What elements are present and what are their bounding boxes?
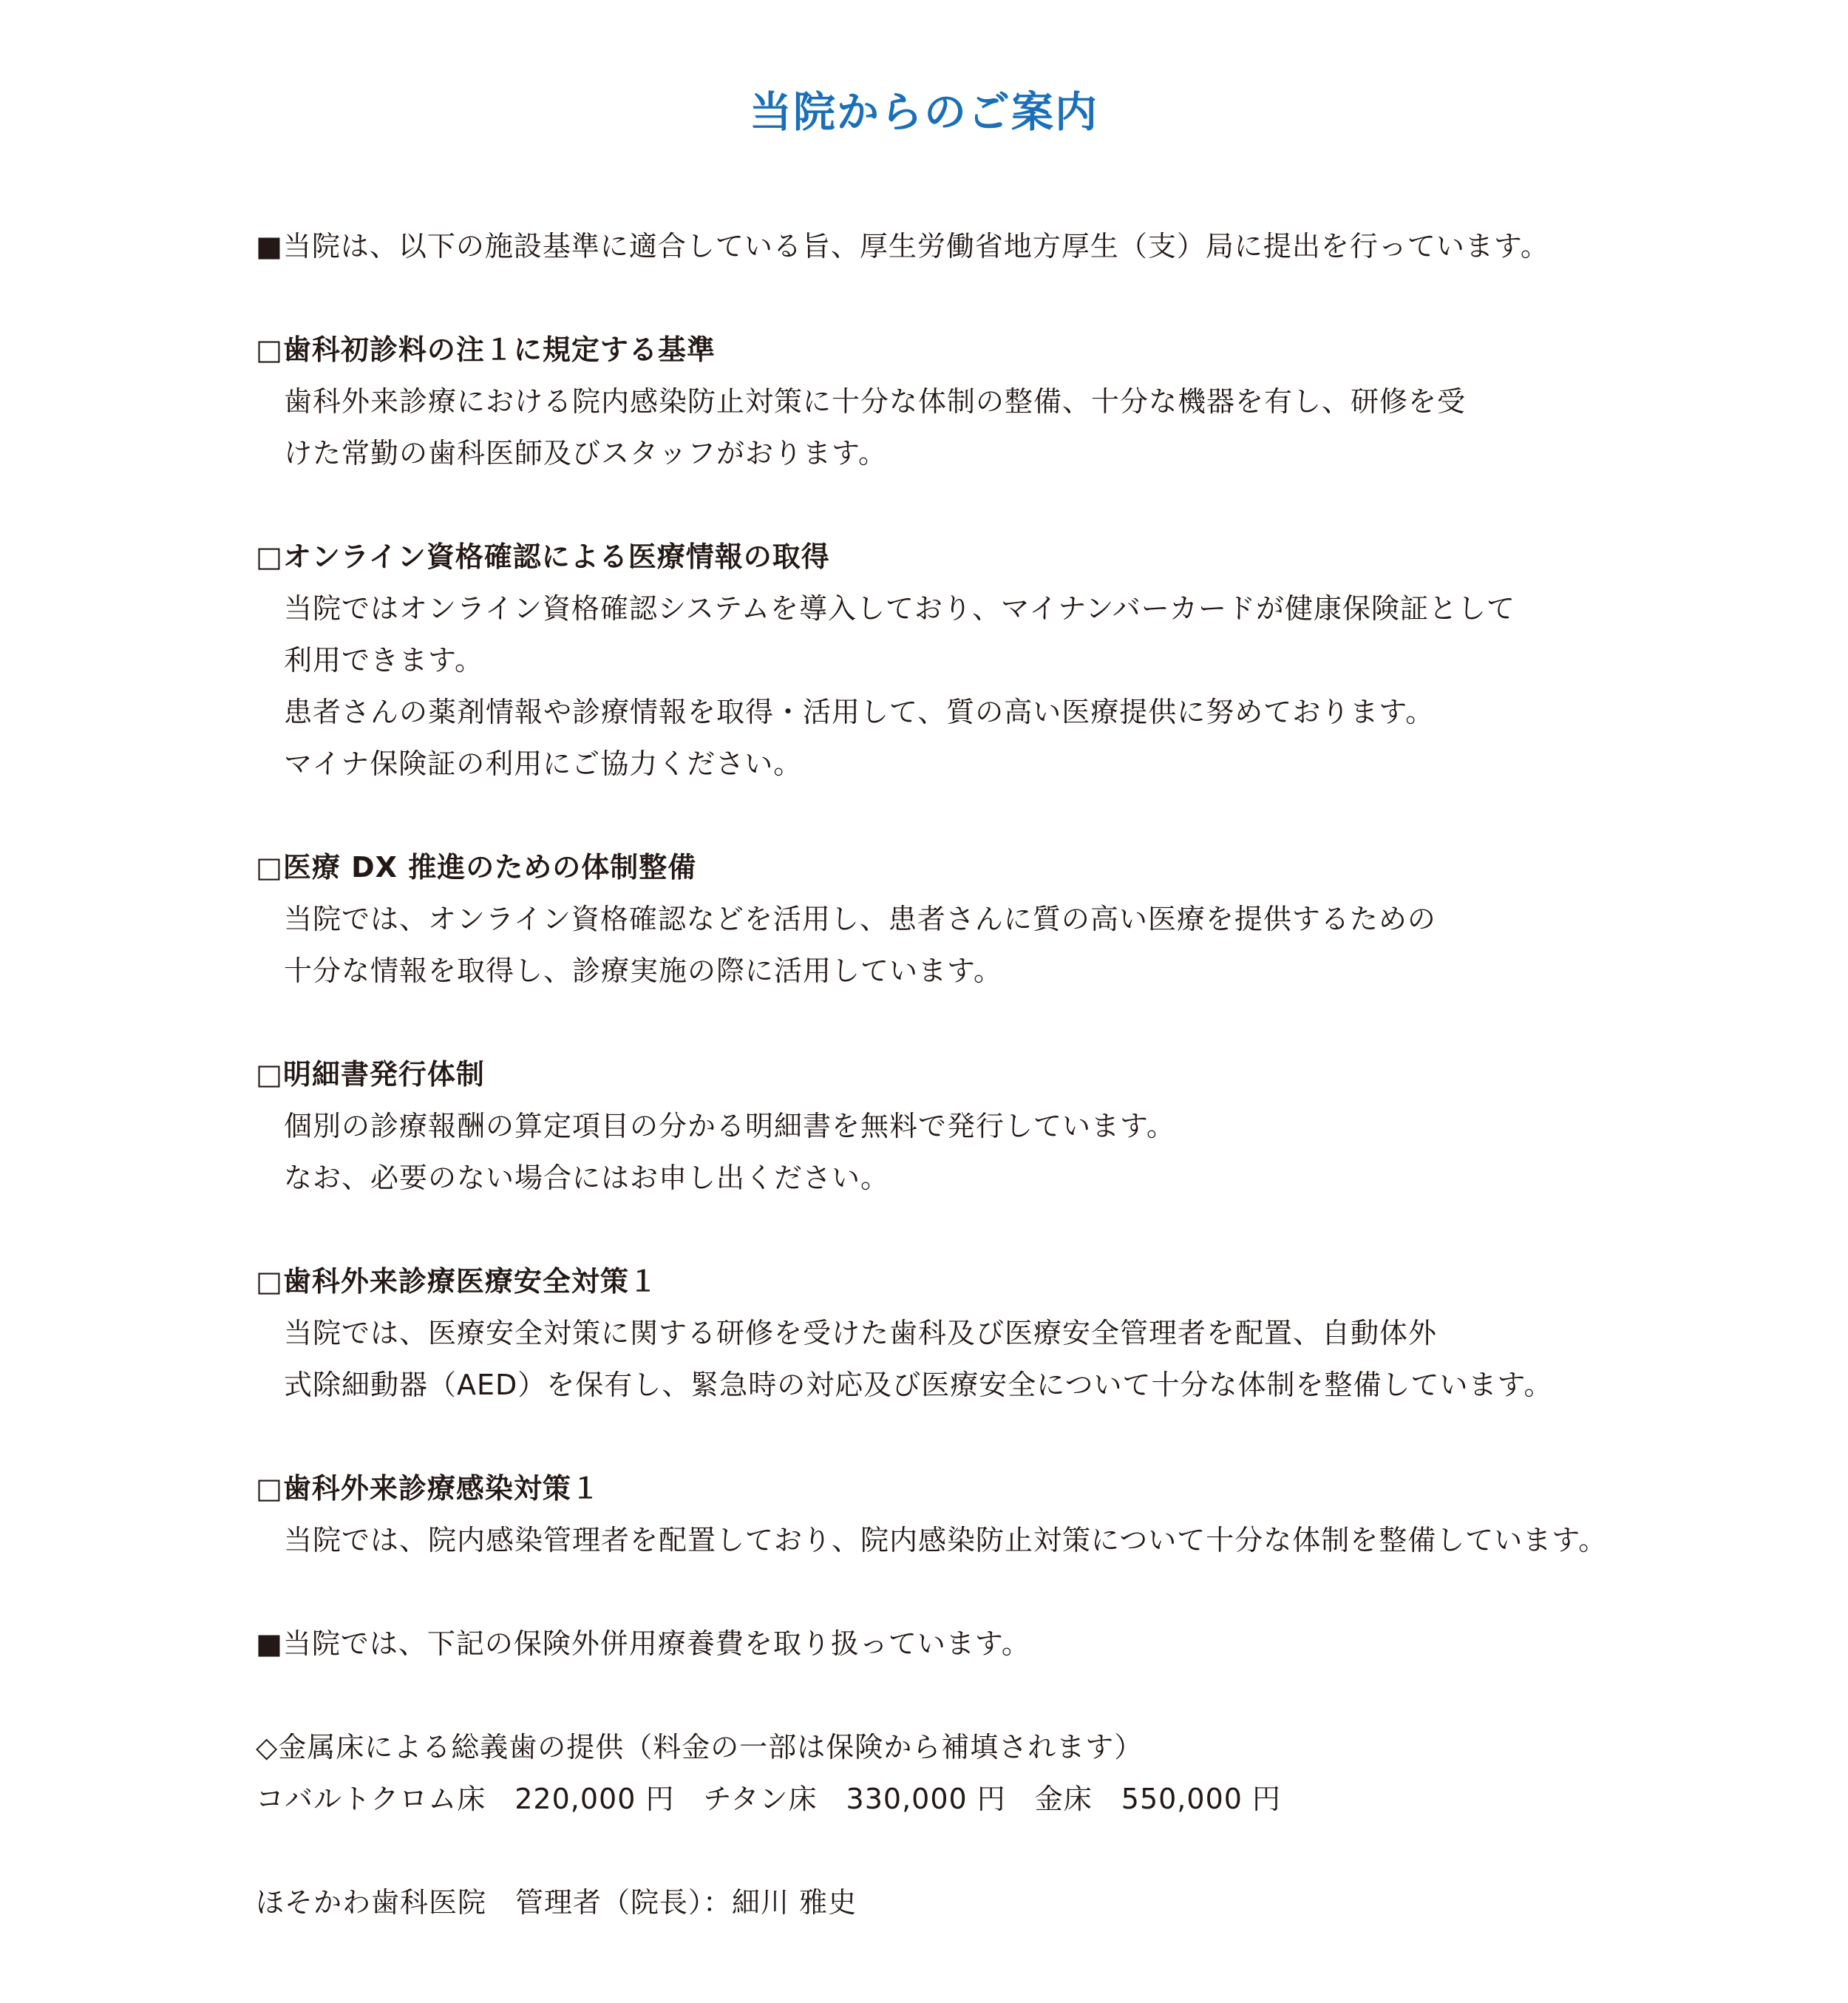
page-title: 当院からのご案内 xyxy=(750,88,1098,137)
section-line: なお、必要のない場合にはお申し出ください。 xyxy=(284,1162,890,1194)
section-line: 個別の診療報酬の算定項目の分かる明細書を無料で発行しています。 xyxy=(284,1110,1175,1142)
section-line: 十分な情報を取得し、診療実施の際に活用しています。 xyxy=(284,955,1002,987)
section-line: 利用できます。 xyxy=(284,644,483,677)
denture-heading: ◇金属床による総義歯の提供（料金の一部は保険から補填されます） xyxy=(256,1731,1144,1763)
section-initial-exam-standard xyxy=(256,324,1734,479)
section-line: 歯科外来診療における院内感染防止対策に十分な体制の整備、十分な機器を有し、研修を受 xyxy=(284,385,1467,418)
section-medical-dx xyxy=(256,841,1734,997)
section-line: 当院ではオンライン資格確認システムを導入しており、マイナンバーカードが健康保険証として xyxy=(284,592,1515,625)
section-heading: □歯科初診料の注１に規定する基準 xyxy=(256,333,716,366)
section-itemized-receipt xyxy=(256,1048,1734,1204)
section-line: 当院では、医療安全対策に関する研修を受けた歯科及び医療安全管理者を配置、自動体外 xyxy=(284,1317,1438,1349)
section-medical-safety xyxy=(256,1255,1734,1411)
section-heading: □明細書発行体制 xyxy=(256,1058,485,1091)
section-line: マイナ保険証の利用にご協力ください。 xyxy=(284,748,803,780)
denture-pricing xyxy=(256,1721,1734,1825)
section-heading: □医療 DX 推進のための体制整備 xyxy=(256,851,697,884)
section-line: 式除細動器（AED）を保有し、緊急時の対応及び医療安全について十分な体制を整備しています。 xyxy=(284,1369,1553,1401)
insurance-note: ■当院では、下記の保険外併用療養費を取り扱っています。 xyxy=(256,1627,1030,1660)
section-line: 患者さんの薬剤情報や診療情報を取得・活用して、質の高い医療提供に努めております。 xyxy=(284,696,1435,728)
section-infection-control xyxy=(256,1463,1734,1566)
section-heading: □オンライン資格確認による医療情報の取得 xyxy=(256,540,830,573)
section-online-qualification xyxy=(256,531,1734,790)
section-heading: □歯科外来診療医療安全対策１ xyxy=(256,1265,658,1298)
section-line: 当院では、院内感染管理者を配置しており、院内感染防止対策について十分な体制を整備しています。 xyxy=(284,1524,1608,1556)
section-heading: □歯科外来診療感染対策１ xyxy=(256,1472,600,1505)
section-line: けた常勤の歯科医師及びスタッフがおります。 xyxy=(284,437,887,470)
clinic-signature: ほそかわ歯科医院 管理者（院長）：細川 雅史 xyxy=(256,1886,857,1919)
denture-prices: コバルトクロム床 220,000 円 チタン床 330,000 円 金床 550,000 円 xyxy=(256,1783,1281,1815)
notice-body xyxy=(256,220,1734,1928)
facility-standards-intro: ■当院は、以下の施設基準に適合している旨、厚生労働省地方厚生（支）局に提出を行っています。 xyxy=(256,230,1549,262)
section-line: 当院では、オンライン資格確認などを活用し、患者さんに質の高い医療を提供するための xyxy=(284,903,1436,935)
